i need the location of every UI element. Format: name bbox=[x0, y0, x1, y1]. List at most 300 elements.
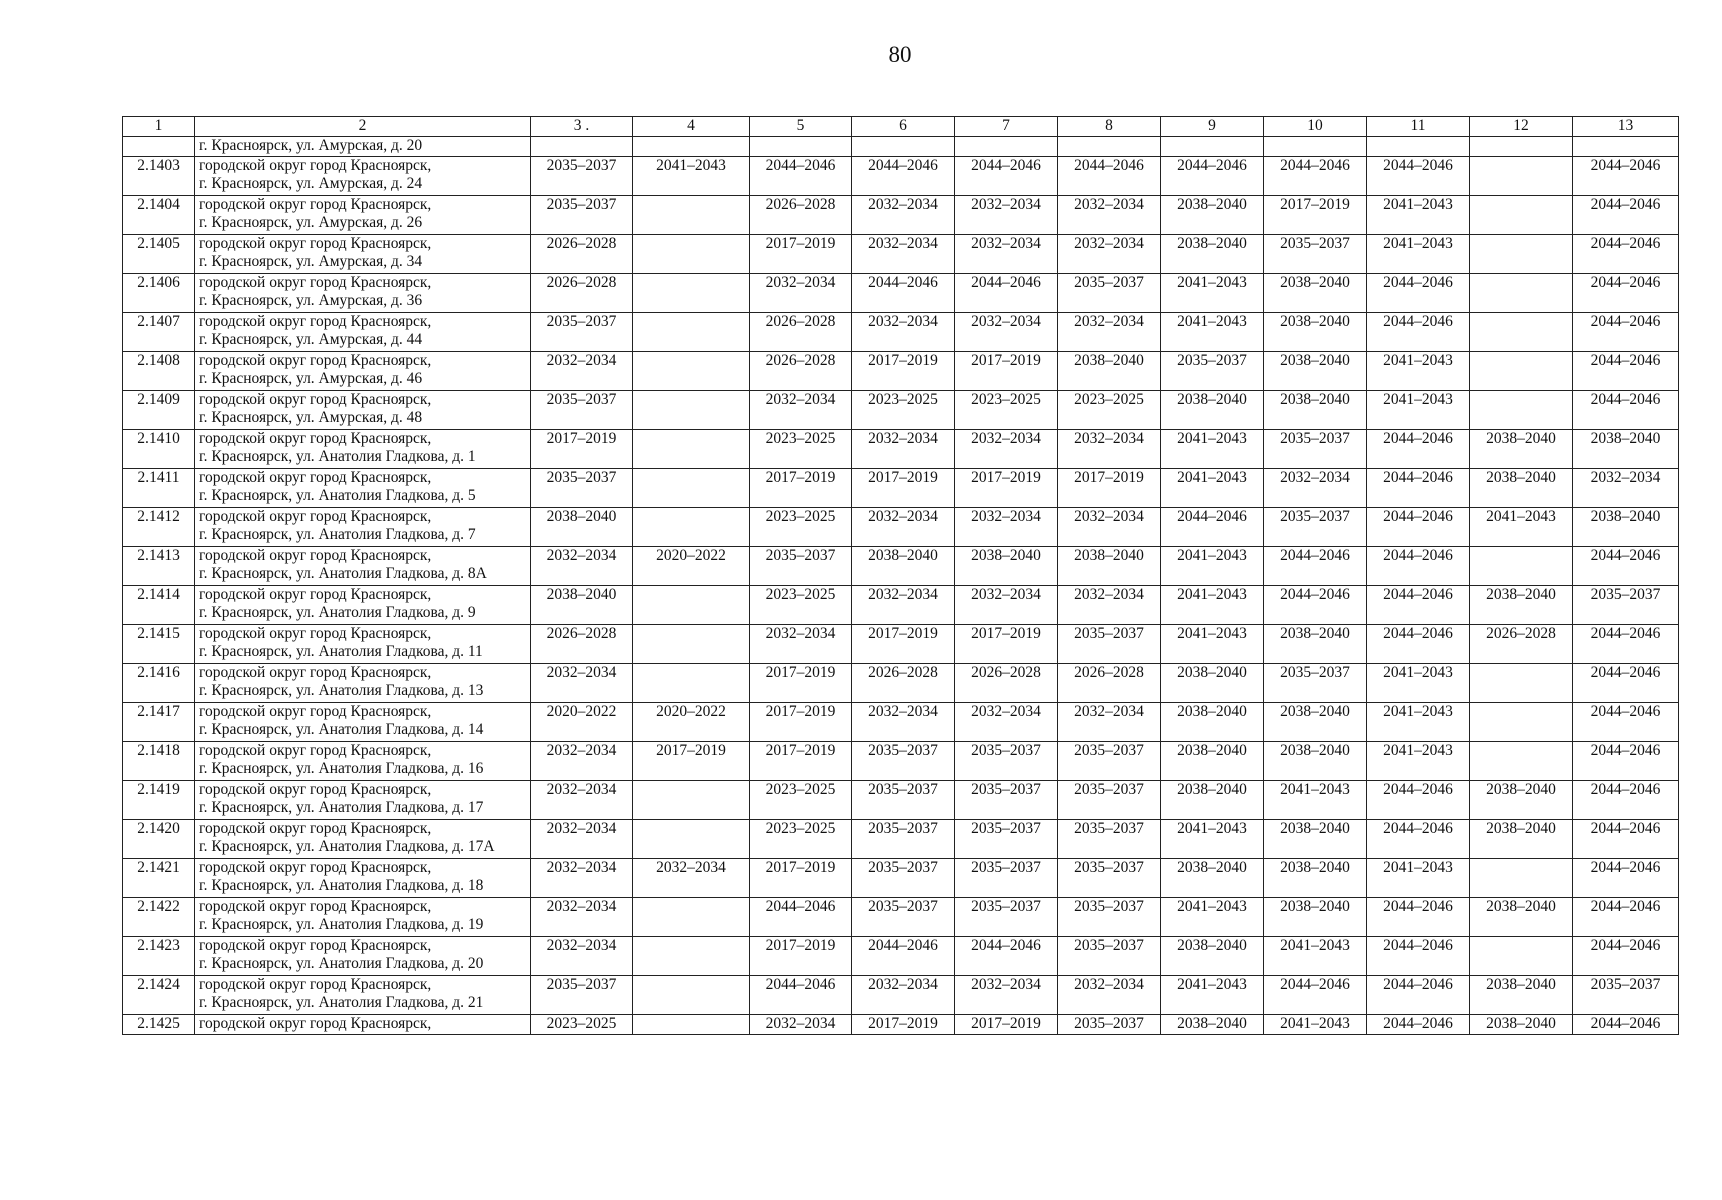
period-cell-col-7: 2017–2019 bbox=[955, 352, 1058, 391]
period-cell-col-6: 2035–2037 bbox=[852, 859, 955, 898]
period-cell-col-9: 2041–2043 bbox=[1161, 469, 1264, 508]
period-cell-col-9: 2041–2043 bbox=[1161, 898, 1264, 937]
period-cell-col-12 bbox=[1470, 235, 1573, 274]
row-number: 2.1424 bbox=[123, 976, 195, 1015]
period-cell-col-11: 2044–2046 bbox=[1367, 976, 1470, 1015]
column-header-2: 2 bbox=[195, 117, 531, 137]
row-number: 2.1411 bbox=[123, 469, 195, 508]
row-number: 2.1422 bbox=[123, 898, 195, 937]
period-cell-col-8: 2032–2034 bbox=[1058, 586, 1161, 625]
period-cell-col-5: 2032–2034 bbox=[750, 391, 852, 430]
table-row bbox=[123, 859, 1679, 898]
period-cell-col-10: 2038–2040 bbox=[1264, 274, 1367, 313]
address-line2: г. Красноярск, ул. Анатолия Гладкова, д. 7 bbox=[199, 526, 476, 543]
row-number: 2.1414 bbox=[123, 586, 195, 625]
period-cell-col-3: 2035–2037 bbox=[531, 391, 633, 430]
address-line1: городской округ город Красноярск, bbox=[199, 235, 432, 252]
period-cell-col-11: 2041–2043 bbox=[1367, 859, 1470, 898]
address-line2: г. Красноярск, ул. Анатолия Гладкова, д. 16 bbox=[199, 760, 484, 777]
period-cell-col-7: 2032–2034 bbox=[955, 196, 1058, 235]
address-cell bbox=[195, 352, 531, 391]
address-line2: г. Красноярск, ул. Анатолия Гладкова, д. 17 bbox=[199, 799, 484, 816]
period-cell-col-9: 2041–2043 bbox=[1161, 274, 1264, 313]
period-cell-col-3: 2035–2037 bbox=[531, 313, 633, 352]
period-cell-col-5: 2023–2025 bbox=[750, 430, 852, 469]
row-number: 2.1409 bbox=[123, 391, 195, 430]
period-cell-col-6: 2032–2034 bbox=[852, 508, 955, 547]
address-cell bbox=[195, 664, 531, 703]
period-cell-col-8: 2035–2037 bbox=[1058, 742, 1161, 781]
address-line1: городской округ город Красноярск, bbox=[199, 781, 432, 798]
address-cell bbox=[195, 196, 531, 235]
period-cell-col-3 bbox=[531, 137, 633, 157]
period-cell-col-11: 2041–2043 bbox=[1367, 196, 1470, 235]
period-cell-col-13: 2044–2046 bbox=[1573, 313, 1679, 352]
address-cell bbox=[195, 391, 531, 430]
period-cell-col-10: 2035–2037 bbox=[1264, 508, 1367, 547]
period-cell-col-7: 2032–2034 bbox=[955, 430, 1058, 469]
period-cell-col-9: 2038–2040 bbox=[1161, 937, 1264, 976]
period-cell-col-11: 2044–2046 bbox=[1367, 1015, 1470, 1035]
period-cell-col-10: 2032–2034 bbox=[1264, 469, 1367, 508]
period-cell-col-13: 2044–2046 bbox=[1573, 781, 1679, 820]
table-body bbox=[123, 137, 1679, 1035]
period-cell-col-4: 2017–2019 bbox=[633, 742, 750, 781]
period-cell-col-8: 2032–2034 bbox=[1058, 703, 1161, 742]
period-cell-col-11: 2044–2046 bbox=[1367, 430, 1470, 469]
period-cell-col-13: 2044–2046 bbox=[1573, 625, 1679, 664]
period-cell-col-3: 2038–2040 bbox=[531, 586, 633, 625]
period-cell-col-8: 2035–2037 bbox=[1058, 1015, 1161, 1035]
period-cell-col-3: 2020–2022 bbox=[531, 703, 633, 742]
period-cell-col-7: 2035–2037 bbox=[955, 820, 1058, 859]
period-cell-col-11: 2044–2046 bbox=[1367, 274, 1470, 313]
table-row bbox=[123, 664, 1679, 703]
period-cell-col-5: 2032–2034 bbox=[750, 625, 852, 664]
table-row bbox=[123, 742, 1679, 781]
period-cell-col-6: 2017–2019 bbox=[852, 1015, 955, 1035]
period-cell-col-10: 2044–2046 bbox=[1264, 157, 1367, 196]
period-cell-col-7: 2032–2034 bbox=[955, 313, 1058, 352]
table-row bbox=[123, 781, 1679, 820]
column-header-8: 8 bbox=[1058, 117, 1161, 137]
address-line2: г. Красноярск, ул. Амурская, д. 26 bbox=[199, 214, 423, 231]
period-cell-col-13: 2035–2037 bbox=[1573, 976, 1679, 1015]
period-cell-col-13: 2035–2037 bbox=[1573, 586, 1679, 625]
period-cell-col-12 bbox=[1470, 157, 1573, 196]
period-cell-col-6: 2032–2034 bbox=[852, 313, 955, 352]
period-cell-col-5: 2017–2019 bbox=[750, 937, 852, 976]
address-line1: городской округ город Красноярск, bbox=[199, 703, 432, 720]
period-cell-col-12 bbox=[1470, 937, 1573, 976]
period-cell-col-9: 2038–2040 bbox=[1161, 391, 1264, 430]
address-line2: г. Красноярск, ул. Амурская, д. 34 bbox=[199, 253, 423, 270]
period-cell-col-8: 2035–2037 bbox=[1058, 937, 1161, 976]
period-cell-col-5: 2026–2028 bbox=[750, 352, 852, 391]
period-cell-col-8: 2032–2034 bbox=[1058, 508, 1161, 547]
table-row bbox=[123, 976, 1679, 1015]
period-cell-col-12: 2038–2040 bbox=[1470, 820, 1573, 859]
period-cell-col-3: 2038–2040 bbox=[531, 508, 633, 547]
period-cell-col-10: 2035–2037 bbox=[1264, 430, 1367, 469]
period-cell-col-4 bbox=[633, 313, 750, 352]
address-line1: городской округ город Красноярск, bbox=[199, 1015, 432, 1032]
period-cell-col-6: 2017–2019 bbox=[852, 469, 955, 508]
period-cell-col-13: 2032–2034 bbox=[1573, 469, 1679, 508]
period-cell-col-7: 2032–2034 bbox=[955, 508, 1058, 547]
address-line1: городской округ город Красноярск, bbox=[199, 352, 432, 369]
period-cell-col-11: 2044–2046 bbox=[1367, 157, 1470, 196]
period-cell-col-9: 2038–2040 bbox=[1161, 781, 1264, 820]
row-number: 2.1413 bbox=[123, 547, 195, 586]
period-cell-col-12 bbox=[1470, 137, 1573, 157]
address-cell bbox=[195, 274, 531, 313]
period-cell-col-3: 2032–2034 bbox=[531, 820, 633, 859]
period-cell-col-12 bbox=[1470, 547, 1573, 586]
row-number: 2.1410 bbox=[123, 430, 195, 469]
period-cell-col-7: 2032–2034 bbox=[955, 703, 1058, 742]
period-cell-col-9: 2038–2040 bbox=[1161, 196, 1264, 235]
address-line2: г. Красноярск, ул. Анатолия Гладкова, д. 17А bbox=[199, 838, 495, 855]
row-number: 2.1425 bbox=[123, 1015, 195, 1035]
period-cell-col-10: 2041–2043 bbox=[1264, 937, 1367, 976]
table-row bbox=[123, 235, 1679, 274]
column-header-4: 4 bbox=[633, 117, 750, 137]
address-line2: г. Красноярск, ул. Анатолия Гладкова, д. 1 bbox=[199, 448, 476, 465]
period-cell-col-6: 2032–2034 bbox=[852, 196, 955, 235]
period-cell-col-4 bbox=[633, 137, 750, 157]
period-cell-col-13: 2038–2040 bbox=[1573, 508, 1679, 547]
address-line1: городской округ город Красноярск, bbox=[199, 586, 432, 603]
period-cell-col-6: 2044–2046 bbox=[852, 274, 955, 313]
table-row bbox=[123, 547, 1679, 586]
period-cell-col-5: 2017–2019 bbox=[750, 469, 852, 508]
period-cell-col-6: 2044–2046 bbox=[852, 937, 955, 976]
period-cell-col-13: 2044–2046 bbox=[1573, 898, 1679, 937]
period-cell-col-8: 2035–2037 bbox=[1058, 820, 1161, 859]
period-cell-col-7: 2026–2028 bbox=[955, 664, 1058, 703]
period-cell-col-11: 2044–2046 bbox=[1367, 898, 1470, 937]
period-cell-col-6: 2032–2034 bbox=[852, 586, 955, 625]
period-cell-col-5: 2032–2034 bbox=[750, 1015, 852, 1035]
period-cell-col-10: 2038–2040 bbox=[1264, 625, 1367, 664]
period-cell-col-11: 2044–2046 bbox=[1367, 937, 1470, 976]
period-cell-col-12 bbox=[1470, 703, 1573, 742]
period-cell-col-3: 2035–2037 bbox=[531, 157, 633, 196]
period-cell-col-3: 2032–2034 bbox=[531, 937, 633, 976]
period-cell-col-4 bbox=[633, 937, 750, 976]
address-cell bbox=[195, 235, 531, 274]
period-cell-col-4 bbox=[633, 274, 750, 313]
table-row bbox=[123, 274, 1679, 313]
address-line1: городской округ город Красноярск, bbox=[199, 664, 432, 681]
period-cell-col-5: 2026–2028 bbox=[750, 313, 852, 352]
address-line2: г. Красноярск, ул. Амурская, д. 48 bbox=[199, 409, 423, 426]
period-cell-col-5: 2023–2025 bbox=[750, 781, 852, 820]
period-cell-col-7: 2038–2040 bbox=[955, 547, 1058, 586]
row-number: 2.1418 bbox=[123, 742, 195, 781]
period-cell-col-3: 2026–2028 bbox=[531, 235, 633, 274]
period-cell-col-12 bbox=[1470, 352, 1573, 391]
address-cell bbox=[195, 937, 531, 976]
period-cell-col-6 bbox=[852, 137, 955, 157]
address-line2: г. Красноярск, ул. Анатолия Гладкова, д. 13 bbox=[199, 682, 484, 699]
period-cell-col-3: 2032–2034 bbox=[531, 664, 633, 703]
period-cell-col-4 bbox=[633, 430, 750, 469]
period-cell-col-5: 2044–2046 bbox=[750, 898, 852, 937]
period-cell-col-9: 2038–2040 bbox=[1161, 664, 1264, 703]
address-cell bbox=[195, 781, 531, 820]
row-number: 2.1406 bbox=[123, 274, 195, 313]
period-cell-col-11: 2044–2046 bbox=[1367, 781, 1470, 820]
period-cell-col-7: 2035–2037 bbox=[955, 781, 1058, 820]
table-row bbox=[123, 703, 1679, 742]
address-line1: городской округ город Красноярск, bbox=[199, 469, 432, 486]
period-cell-col-5: 2044–2046 bbox=[750, 157, 852, 196]
period-cell-col-9: 2041–2043 bbox=[1161, 820, 1264, 859]
period-cell-col-10: 2038–2040 bbox=[1264, 703, 1367, 742]
period-cell-col-10: 2041–2043 bbox=[1264, 781, 1367, 820]
period-cell-col-11: 2044–2046 bbox=[1367, 820, 1470, 859]
table-row bbox=[123, 625, 1679, 664]
period-cell-col-8: 2032–2034 bbox=[1058, 313, 1161, 352]
period-cell-col-12 bbox=[1470, 742, 1573, 781]
period-cell-col-3: 2023–2025 bbox=[531, 1015, 633, 1035]
period-cell-col-4 bbox=[633, 1015, 750, 1035]
period-cell-col-4 bbox=[633, 391, 750, 430]
period-cell-col-10: 2038–2040 bbox=[1264, 859, 1367, 898]
row-number: 2.1421 bbox=[123, 859, 195, 898]
period-cell-col-11: 2041–2043 bbox=[1367, 235, 1470, 274]
period-cell-col-12: 2038–2040 bbox=[1470, 469, 1573, 508]
period-cell-col-4 bbox=[633, 586, 750, 625]
period-cell-col-9: 2041–2043 bbox=[1161, 625, 1264, 664]
period-cell-col-10: 2038–2040 bbox=[1264, 313, 1367, 352]
period-cell-col-4 bbox=[633, 781, 750, 820]
period-cell-col-9: 2041–2043 bbox=[1161, 586, 1264, 625]
period-cell-col-11: 2041–2043 bbox=[1367, 352, 1470, 391]
table-row bbox=[123, 157, 1679, 196]
address-cell bbox=[195, 742, 531, 781]
period-cell-col-7: 2017–2019 bbox=[955, 625, 1058, 664]
address-cell bbox=[195, 469, 531, 508]
period-cell-col-11: 2041–2043 bbox=[1367, 664, 1470, 703]
period-cell-col-7 bbox=[955, 137, 1058, 157]
period-cell-col-10: 2035–2037 bbox=[1264, 664, 1367, 703]
period-cell-col-12: 2026–2028 bbox=[1470, 625, 1573, 664]
address-line1: городской округ город Красноярск, bbox=[199, 937, 432, 954]
period-cell-col-13: 2044–2046 bbox=[1573, 937, 1679, 976]
address-line2: г. Красноярск, ул. Амурская, д. 44 bbox=[199, 331, 423, 348]
period-cell-col-6: 2017–2019 bbox=[852, 352, 955, 391]
data-table bbox=[122, 116, 1679, 1035]
period-cell-col-13: 2044–2046 bbox=[1573, 391, 1679, 430]
period-cell-col-8: 2032–2034 bbox=[1058, 235, 1161, 274]
period-cell-col-3: 2035–2037 bbox=[531, 976, 633, 1015]
period-cell-col-7: 2017–2019 bbox=[955, 469, 1058, 508]
address-line1: городской округ город Красноярск, bbox=[199, 157, 432, 174]
address-line2: г. Красноярск, ул. Анатолия Гладкова, д. 11 bbox=[199, 643, 483, 660]
address-cell bbox=[195, 157, 531, 196]
address-line1: городской округ город Красноярск, bbox=[199, 820, 432, 837]
column-header-5: 5 bbox=[750, 117, 852, 137]
address-cell bbox=[195, 820, 531, 859]
period-cell-col-3: 2032–2034 bbox=[531, 352, 633, 391]
period-cell-col-9: 2035–2037 bbox=[1161, 352, 1264, 391]
column-header-11: 11 bbox=[1367, 117, 1470, 137]
period-cell-col-10: 2044–2046 bbox=[1264, 547, 1367, 586]
address-line1: городской округ город Красноярск, bbox=[199, 742, 432, 759]
period-cell-col-3: 2026–2028 bbox=[531, 625, 633, 664]
period-cell-col-4 bbox=[633, 196, 750, 235]
period-cell-col-11: 2044–2046 bbox=[1367, 313, 1470, 352]
period-cell-col-5: 2017–2019 bbox=[750, 859, 852, 898]
period-cell-col-13: 2044–2046 bbox=[1573, 274, 1679, 313]
address-cell bbox=[195, 625, 531, 664]
period-cell-col-5: 2017–2019 bbox=[750, 742, 852, 781]
period-cell-col-7: 2023–2025 bbox=[955, 391, 1058, 430]
period-cell-col-6: 2035–2037 bbox=[852, 781, 955, 820]
period-cell-col-3: 2035–2037 bbox=[531, 196, 633, 235]
column-header-6: 6 bbox=[852, 117, 955, 137]
period-cell-col-6: 2035–2037 bbox=[852, 820, 955, 859]
period-cell-col-6: 2017–2019 bbox=[852, 625, 955, 664]
period-cell-col-12: 2038–2040 bbox=[1470, 898, 1573, 937]
period-cell-col-3: 2032–2034 bbox=[531, 898, 633, 937]
address-line1: городской округ город Красноярск, bbox=[199, 547, 432, 564]
period-cell-col-4 bbox=[633, 469, 750, 508]
period-cell-col-7: 2032–2034 bbox=[955, 586, 1058, 625]
address-line2: г. Красноярск, ул. Анатолия Гладкова, д. 20 bbox=[199, 955, 484, 972]
period-cell-col-13: 2044–2046 bbox=[1573, 547, 1679, 586]
period-cell-col-3: 2032–2034 bbox=[531, 859, 633, 898]
address-cell bbox=[195, 586, 531, 625]
table-row bbox=[123, 430, 1679, 469]
period-cell-col-3: 2017–2019 bbox=[531, 430, 633, 469]
period-cell-col-4 bbox=[633, 820, 750, 859]
column-header-7: 7 bbox=[955, 117, 1058, 137]
row-number: 2.1415 bbox=[123, 625, 195, 664]
address-cell bbox=[195, 547, 531, 586]
period-cell-col-10: 2038–2040 bbox=[1264, 898, 1367, 937]
address-cell bbox=[195, 898, 531, 937]
period-cell-col-9: 2044–2046 bbox=[1161, 157, 1264, 196]
period-cell-col-12 bbox=[1470, 664, 1573, 703]
period-cell-col-9: 2038–2040 bbox=[1161, 1015, 1264, 1035]
period-cell-col-11: 2044–2046 bbox=[1367, 586, 1470, 625]
period-cell-col-13: 2044–2046 bbox=[1573, 820, 1679, 859]
period-cell-col-8 bbox=[1058, 137, 1161, 157]
page-number: 80 bbox=[888, 42, 912, 67]
table-row bbox=[123, 137, 1679, 157]
period-cell-col-11: 2041–2043 bbox=[1367, 703, 1470, 742]
period-cell-col-8: 2026–2028 bbox=[1058, 664, 1161, 703]
period-cell-col-6: 2032–2034 bbox=[852, 976, 955, 1015]
period-cell-col-12: 2041–2043 bbox=[1470, 508, 1573, 547]
address-cell bbox=[195, 859, 531, 898]
period-cell-col-4 bbox=[633, 976, 750, 1015]
period-cell-col-6: 2044–2046 bbox=[852, 157, 955, 196]
period-cell-col-9: 2038–2040 bbox=[1161, 859, 1264, 898]
period-cell-col-9: 2038–2040 bbox=[1161, 703, 1264, 742]
address-line1: городской округ город Красноярск, bbox=[199, 196, 432, 213]
period-cell-col-12 bbox=[1470, 859, 1573, 898]
period-cell-col-11: 2041–2043 bbox=[1367, 742, 1470, 781]
period-cell-col-5: 2035–2037 bbox=[750, 547, 852, 586]
row-number: 2.1408 bbox=[123, 352, 195, 391]
period-cell-col-4: 2020–2022 bbox=[633, 703, 750, 742]
period-cell-col-5: 2017–2019 bbox=[750, 703, 852, 742]
period-cell-col-5 bbox=[750, 137, 852, 157]
address-line2: г. Красноярск, ул. Амурская, д. 36 bbox=[199, 292, 423, 309]
column-header-1: 1 bbox=[123, 117, 195, 137]
address-line2: г. Красноярск, ул. Анатолия Гладкова, д. 5 bbox=[199, 487, 476, 504]
period-cell-col-8: 2038–2040 bbox=[1058, 352, 1161, 391]
row-number: 2.1412 bbox=[123, 508, 195, 547]
address-cell bbox=[195, 137, 531, 157]
row-number: 2.1417 bbox=[123, 703, 195, 742]
address-line1: городской округ город Красноярск, bbox=[199, 976, 432, 993]
period-cell-col-5: 2023–2025 bbox=[750, 820, 852, 859]
period-cell-col-3: 2032–2034 bbox=[531, 781, 633, 820]
period-cell-col-10: 2044–2046 bbox=[1264, 976, 1367, 1015]
period-cell-col-7: 2035–2037 bbox=[955, 859, 1058, 898]
address-line2: г. Красноярск, ул. Анатолия Гладкова, д. 18 bbox=[199, 877, 484, 894]
row-number: 2.1404 bbox=[123, 196, 195, 235]
row-number: 2.1419 bbox=[123, 781, 195, 820]
period-cell-col-13: 2044–2046 bbox=[1573, 352, 1679, 391]
address-line1: городской округ город Красноярск, bbox=[199, 313, 432, 330]
period-cell-col-6: 2032–2034 bbox=[852, 235, 955, 274]
address-line1: городской округ город Красноярск, bbox=[199, 508, 432, 525]
table-row bbox=[123, 469, 1679, 508]
period-cell-col-7: 2035–2037 bbox=[955, 898, 1058, 937]
period-cell-col-13: 2044–2046 bbox=[1573, 703, 1679, 742]
column-header-12: 12 bbox=[1470, 117, 1573, 137]
period-cell-col-13: 2044–2046 bbox=[1573, 742, 1679, 781]
period-cell-col-10: 2041–2043 bbox=[1264, 1015, 1367, 1035]
period-cell-col-9: 2041–2043 bbox=[1161, 547, 1264, 586]
period-cell-col-8: 2017–2019 bbox=[1058, 469, 1161, 508]
period-cell-col-7: 2044–2046 bbox=[955, 274, 1058, 313]
table-row bbox=[123, 391, 1679, 430]
period-cell-col-10: 2038–2040 bbox=[1264, 742, 1367, 781]
address-line2: г. Красноярск, ул. Анатолия Гладкова, д. 21 bbox=[199, 994, 484, 1011]
period-cell-col-10: 2044–2046 bbox=[1264, 586, 1367, 625]
period-cell-col-4 bbox=[633, 235, 750, 274]
period-cell-col-5: 2032–2034 bbox=[750, 274, 852, 313]
address-cell bbox=[195, 313, 531, 352]
table-row bbox=[123, 352, 1679, 391]
period-cell-col-3: 2032–2034 bbox=[531, 742, 633, 781]
address-line1: городской округ город Красноярск, bbox=[199, 391, 432, 408]
period-cell-col-5: 2044–2046 bbox=[750, 976, 852, 1015]
period-cell-col-9: 2038–2040 bbox=[1161, 742, 1264, 781]
period-cell-col-13: 2044–2046 bbox=[1573, 196, 1679, 235]
period-cell-col-13: 2038–2040 bbox=[1573, 430, 1679, 469]
period-cell-col-8: 2035–2037 bbox=[1058, 274, 1161, 313]
period-cell-col-12 bbox=[1470, 274, 1573, 313]
period-cell-col-12 bbox=[1470, 391, 1573, 430]
period-cell-col-4 bbox=[633, 898, 750, 937]
period-cell-col-4: 2032–2034 bbox=[633, 859, 750, 898]
period-cell-col-9: 2044–2046 bbox=[1161, 508, 1264, 547]
period-cell-col-4 bbox=[633, 352, 750, 391]
period-cell-col-12 bbox=[1470, 196, 1573, 235]
table-row bbox=[123, 313, 1679, 352]
row-number: 2.1407 bbox=[123, 313, 195, 352]
row-number: 2.1420 bbox=[123, 820, 195, 859]
